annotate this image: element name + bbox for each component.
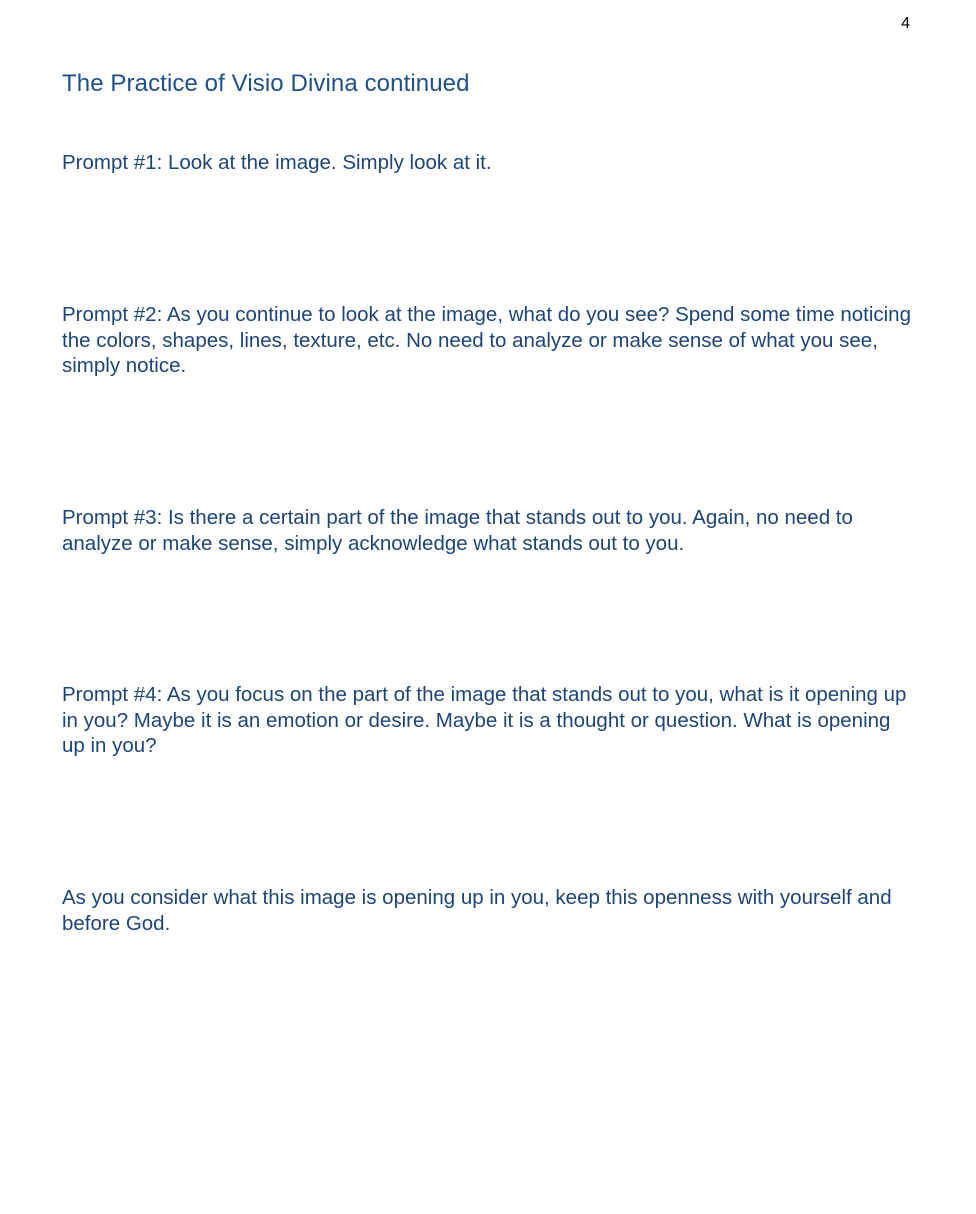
prompt-2-text: Prompt #2: As you continue to look at the image, what do you see? Spend some time noticing the colors, shapes, lines, texture, etc. No need to analyze or make sense of what you see, simply notice.	[62, 303, 911, 377]
prompt-3-text: Prompt #3: Is there a certain part of the image that stands out to you. Again, no need to analyze or make sense, simply acknowledge what stands out to you.	[62, 506, 853, 555]
prompt-1-text: Prompt #1: Look at the image. Simply look at it.	[62, 151, 492, 174]
page-title: The Practice of Visio Divina continued	[62, 70, 470, 97]
page-number: 4	[901, 15, 910, 32]
prompt-4-text: Prompt #4: As you focus on the part of the image that stands out to you, what is it opening up in you? Maybe it is an emotion or desire. Maybe it is a thought or question. What is opening up in you?	[62, 683, 907, 757]
closing-text: As you consider what this image is opening up in you, keep this openness with yourself and before God.	[62, 886, 892, 935]
